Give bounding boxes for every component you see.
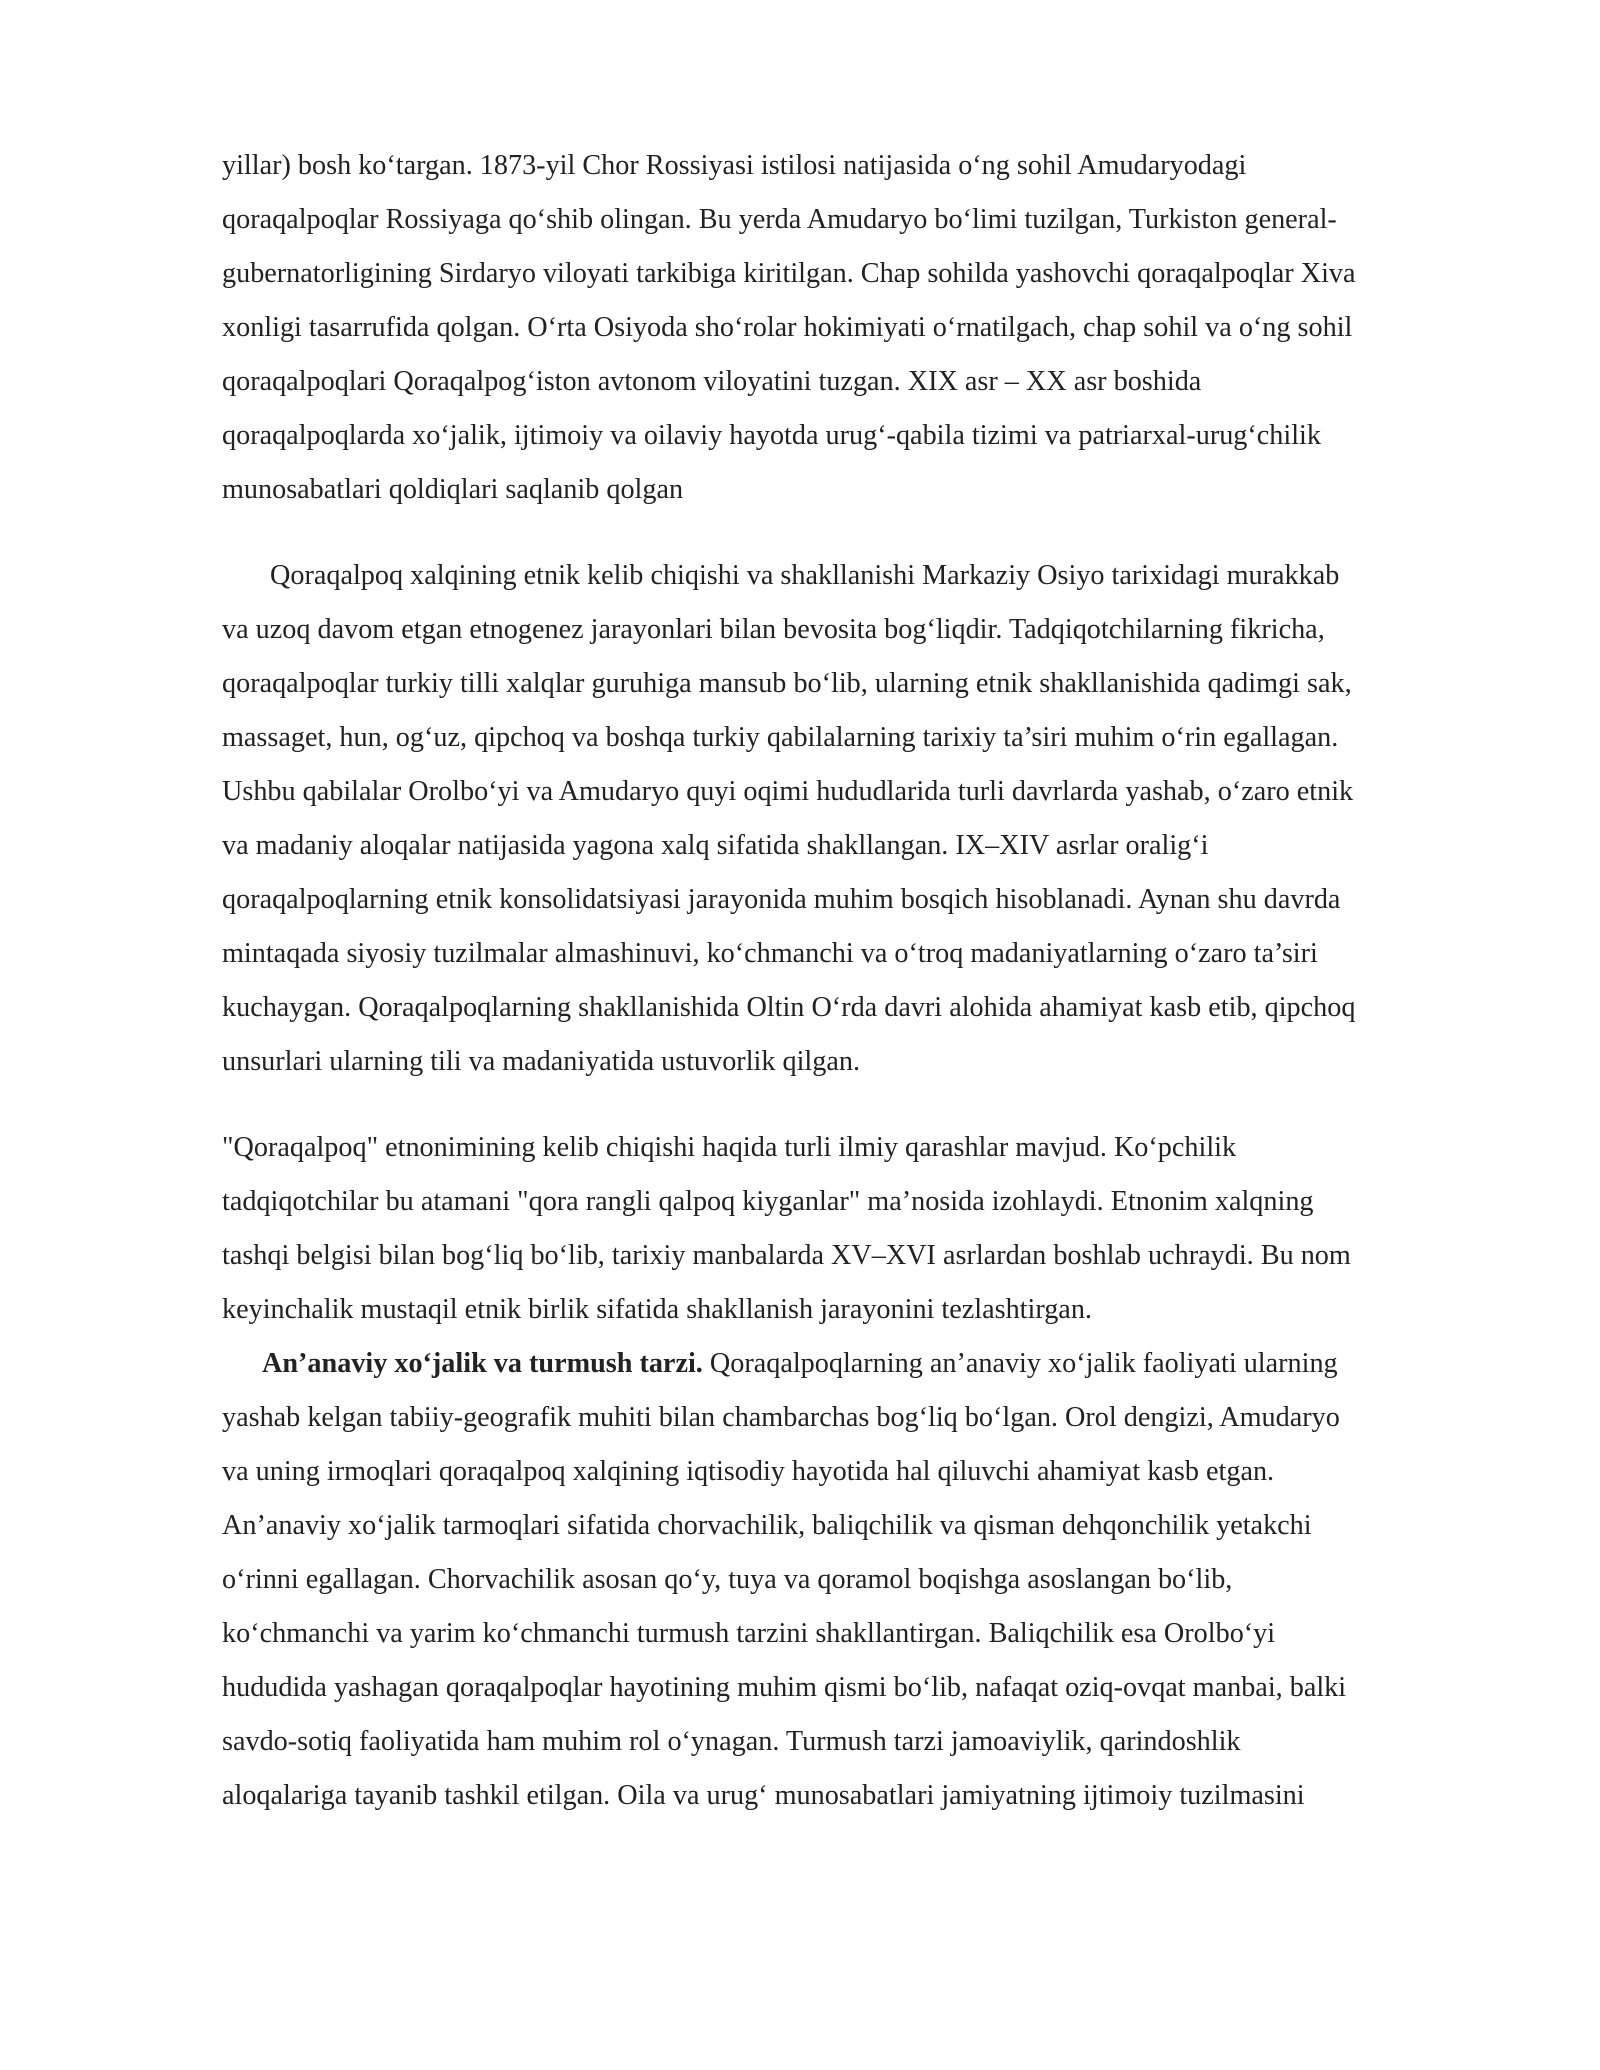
paragraph-traditional-economy	[222, 1337, 1484, 1823]
text-line: gubernatorligining Sirdaryo viloyati tarkibiga kiritilgan. Chap sohilda yashovchi qoraqalpoqlar Xiva	[222, 258, 1356, 289]
text-line: va uzoq davom etgan etnogenez jarayonlari bilan bevosita bog‘liqdir. Tadqiqotchilarning fikricha,	[222, 614, 1325, 645]
text-line: An’anaviy xo‘jalik tarmoqlari sifatida chorvachilik, baliqchilik va qisman dehqonchilik yetakchi	[222, 1510, 1312, 1541]
text-run: Qoraqalpoqlarning an’anaviy xo‘jalik faoliyati ularning	[702, 1348, 1338, 1379]
text-line: qoraqalpoqlar Rossiyaga qo‘shib olingan. Bu yerda Amudaryo bo‘limi tuzilgan, Turkiston general-	[222, 204, 1337, 235]
text-line: va madaniy aloqalar natijasida yagona xalq sifatida shakllangan. IX–XIV asrlar oralig‘i	[222, 830, 1209, 861]
paragraph-colonial-history	[222, 139, 1484, 517]
text-line: ko‘chmanchi va yarim ko‘chmanchi turmush tarzini shakllantirgan. Baliqchilik esa Orolbo‘yi	[222, 1618, 1276, 1649]
text-line: tashqi belgisi bilan bog‘liq bo‘lib, tarixiy manbalarda XV–XVI asrlardan boshlab uchraydi. Bu nom	[222, 1240, 1351, 1271]
text-line: yillar) bosh ko‘targan. 1873-yil Chor Rossiyasi istilosi natijasida o‘ng sohil Amudaryodagi	[222, 150, 1247, 181]
text-line: keyinchalik mustaqil etnik birlik sifatida shakllanish jarayonini tezlashtirgan.	[222, 1294, 1092, 1325]
text-line	[222, 1337, 1484, 1391]
text-line: o‘rinni egallagan. Chorvachilik asosan qo‘y, tuya va qoramol boqishga asoslangan bo‘lib,	[222, 1564, 1233, 1595]
text-line: savdo-sotiq faoliyatida ham muhim rol o‘ynagan. Turmush tarzi jamoaviylik, qarindoshlik	[222, 1726, 1241, 1757]
text-line: Qoraqalpoq xalqining etnik kelib chiqishi va shakllanishi Markaziy Osiyo tarixidagi murakkab	[270, 560, 1340, 591]
text-line: qoraqalpoqlari Qoraqalpog‘iston avtonom viloyatini tuzgan. XIX asr – XX asr boshida	[222, 366, 1202, 397]
text-line: xonligi tasarrufida qolgan. O‘rta Osiyoda sho‘rolar hokimiyati o‘rnatilgach, chap sohil va o‘ng sohil	[222, 312, 1353, 343]
text-line: yashab kelgan tabiiy-geografik muhiti bilan chambarchas bog‘liq bo‘lgan. Orol dengizi, Amudaryo	[222, 1402, 1340, 1433]
text-line: massaget, hun, og‘uz, qipchoq va boshqa turkiy qabilalarning tarixiy ta’siri muhim o‘rin egallagan.	[222, 722, 1339, 753]
paragraph-ethnogenesis	[222, 549, 1484, 1089]
text-line: unsurlari ularning tili va madaniyatida ustuvorlik qilgan.	[222, 1046, 861, 1077]
text-line: qoraqalpoqlarda xo‘jalik, ijtimoiy va oilaviy hayotda urug‘-qabila tizimi va patriarxal-urug‘chilik	[222, 420, 1321, 451]
section-heading: An’anaviy xo‘jalik va turmush tarzi.	[262, 1348, 703, 1379]
text-line: qoraqalpoqlar turkiy tilli xalqlar guruhiga mansub bo‘lib, ularning etnik shakllanishida qadimgi sak,	[222, 668, 1352, 699]
paragraph-ethnonym	[222, 1121, 1484, 1337]
paragraph-spacer	[222, 517, 1484, 549]
paragraph-spacer	[222, 1089, 1484, 1121]
text-line: hududida yashagan qoraqalpoqlar hayotining muhim qismi bo‘lib, nafaqat oziq-ovqat manbai, balki	[222, 1672, 1347, 1703]
text-line: va uning irmoqlari qoraqalpoq xalqining iqtisodiy hayotida hal qiluvchi ahamiyat kasb etgan.	[222, 1456, 1275, 1487]
text-line: qoraqalpoqlarning etnik konsolidatsiyasi jarayonida muhim bosqich hisoblanadi. Aynan shu davrda	[222, 884, 1341, 915]
text-line: "Qoraqalpoq" etnonimining kelib chiqishi haqida turli ilmiy qarashlar mavjud. Ko‘pchilik	[222, 1132, 1237, 1163]
text-line: aloqalariga tayanib tashkil etilgan. Oila va urug‘ munosabatlari jamiyatning ijtimoiy tuzilmasini	[222, 1780, 1305, 1811]
text-line: kuchaygan. Qoraqalpoqlarning shakllanishida Oltin O‘rda davri alohida ahamiyat kasb etib, qipchoq	[222, 992, 1356, 1023]
document-body	[222, 139, 1484, 1823]
text-line: tadqiqotchilar bu atamani "qora rangli qalpoq kiyganlar" ma’nosida izohlaydi. Etnonim xalqning	[222, 1186, 1314, 1217]
text-line: munosabatlari qoldiqlari saqlanib qolgan	[222, 474, 684, 505]
text-line: Ushbu qabilalar Orolbo‘yi va Amudaryo quyi oqimi hududlarida turli davrlarda yashab, o‘zaro etnik	[222, 776, 1354, 807]
text-line: mintaqada siyosiy tuzilmalar almashinuvi, ko‘chmanchi va o‘troq madaniyatlarning o‘zaro ta’siri	[222, 938, 1318, 969]
